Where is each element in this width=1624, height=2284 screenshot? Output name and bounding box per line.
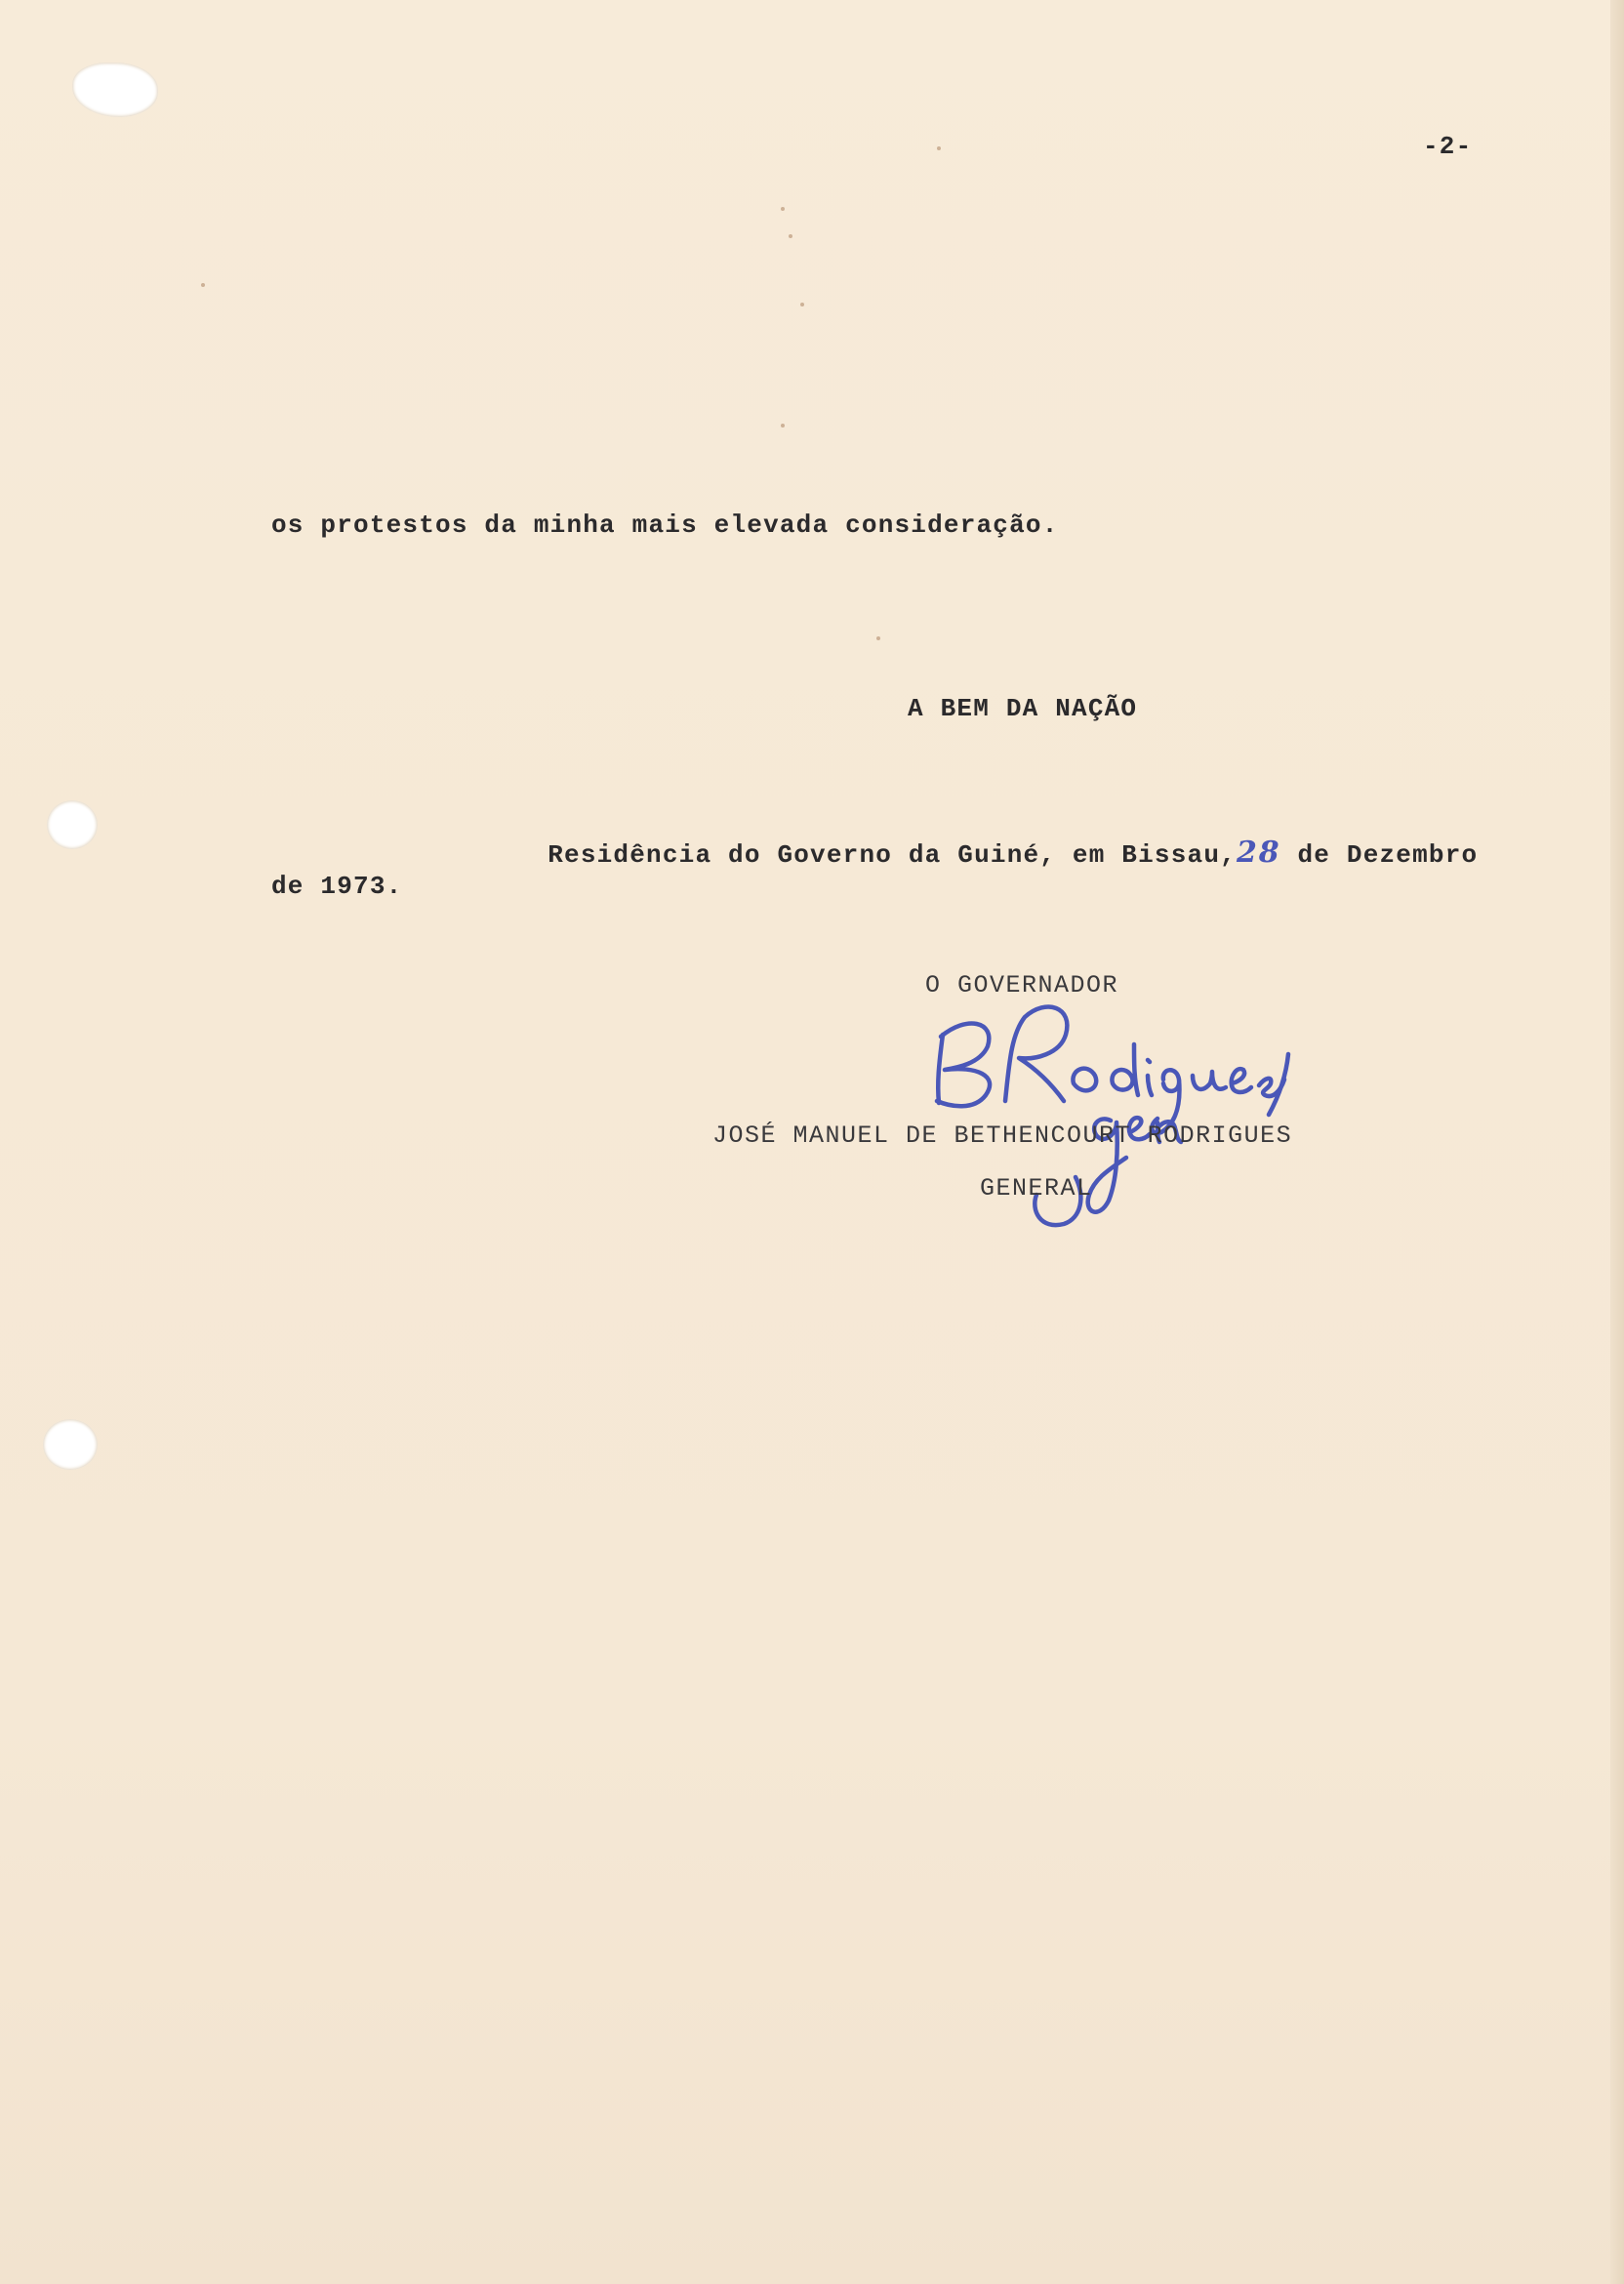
page-edge [1610,0,1624,2284]
paper-speck [800,303,804,306]
place-date-suffix: de Dezembro [1280,840,1479,870]
paper-speck [201,283,205,287]
closing-line: os protestos da minha mais elevada consideração. [271,510,1059,540]
punch-hole-top [47,800,98,849]
signatory-rank: GENERAL [980,1174,1093,1203]
paper-speck [781,207,785,211]
page-number: -2- [1423,132,1473,161]
year-line: de 1973. [271,872,403,901]
torn-corner [72,62,158,117]
paper-speck [781,424,785,428]
signatory-name: JOSÉ MANUEL DE BETHENCOURT RODRIGUES [712,1122,1293,1150]
paper-speck [789,234,792,238]
handwritten-signature [917,986,1327,1240]
punch-hole-bottom [43,1419,98,1470]
place-date-line [482,806,1478,902]
paper-speck [876,636,880,640]
handwritten-day: 28 [1236,836,1281,870]
motto: A BEM DA NAÇÃO [908,694,1138,723]
place-date-prefix: Residência do Governo da Guiné, em Bissau, [548,840,1237,870]
paper-speck [937,146,941,150]
signatory-title: O GOVERNADOR [925,971,1119,999]
